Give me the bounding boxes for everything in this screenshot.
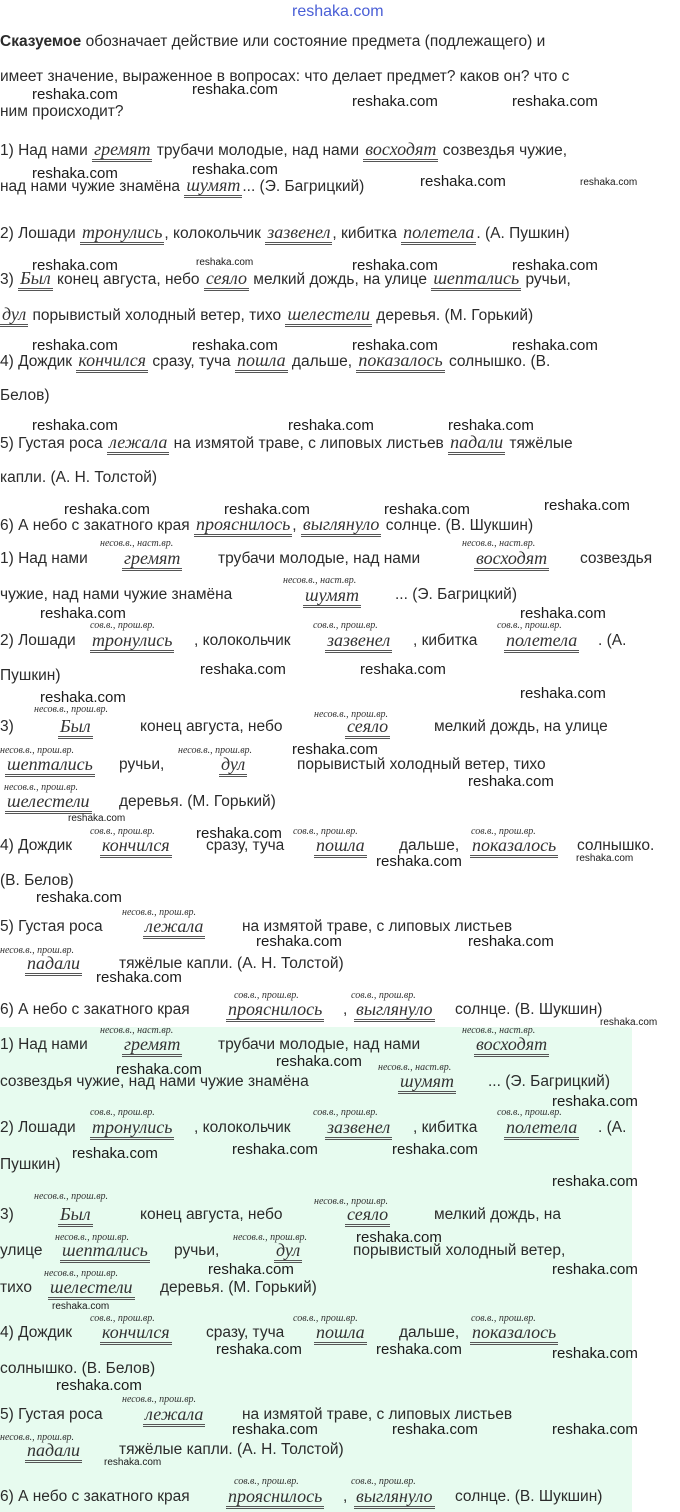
predicate: падали (448, 432, 505, 455)
grammar-note: сов.в., прош.вр. (471, 826, 536, 837)
grammar-note: сов.в., прош.вр. (313, 1107, 378, 1118)
watermark: reshaka.com (352, 337, 438, 354)
s3-l3g: тихо (0, 1279, 32, 1296)
predicate: выглянуло (354, 1486, 435, 1509)
grammar-note: несов.в., наст.вр. (462, 538, 536, 549)
watermark: reshaka.com (392, 1141, 478, 1158)
s2-l2b: , колокольчик (194, 632, 291, 649)
watermark: reshaka.com (52, 1301, 110, 1312)
intro-line-1: Сказуемое обозначает действие или состояние предмета (подлежащего) и (0, 33, 546, 50)
grammar-note: несов.в., прош.вр. (314, 709, 389, 720)
predicate: восходят (474, 548, 549, 571)
watermark: reshaka.com (192, 337, 278, 354)
watermark: reshaka.com (104, 1457, 162, 1468)
grammar-note: несов.в., прош.вр. (4, 782, 79, 793)
watermark: reshaka.com (552, 1261, 638, 1278)
s3-l4a: 4) Дождик (0, 1324, 73, 1341)
s3-l2e: Пушкин) (0, 1156, 61, 1173)
s2-l3d: ручьи, (119, 756, 165, 773)
predicate: кончился (100, 835, 172, 858)
predicate: лежала (143, 1404, 205, 1427)
term-bold: Сказуемое (0, 33, 82, 50)
predicate: пошла (235, 350, 288, 373)
watermark: reshaka.com (468, 933, 554, 950)
predicate: кончился (76, 350, 148, 373)
grammar-note: несов.в., прош.вр. (55, 1232, 130, 1243)
s2-l1a: 1) Над нами (0, 550, 88, 567)
predicate: шумят (184, 175, 242, 198)
grammar-note: несов.в., прош.вр. (34, 704, 109, 715)
watermark: reshaka.com (376, 853, 462, 870)
predicate: шелестели (5, 791, 92, 814)
watermark: reshaka.com (276, 1053, 362, 1070)
s3-l1b: трубачи молодые, над нами (218, 1036, 421, 1053)
predicate: показалось (470, 1322, 558, 1345)
predicate: дул (0, 304, 28, 327)
grammar-note: несов.в., наст.вр. (100, 538, 174, 549)
s3-l3c: мелкий дождь, на (434, 1206, 561, 1223)
s2-l2c: , кибитка (413, 632, 478, 649)
watermark: reshaka.com (468, 773, 554, 790)
s2-l3f: деревья. (М. Горький) (119, 793, 276, 810)
s3-l2a: 2) Лошади (0, 1119, 76, 1136)
watermark: reshaka.com (216, 1341, 302, 1358)
intro-line-2: имеет значение, выраженное в вопросах: что делает предмет? каков он? что с (0, 68, 570, 85)
s2-l4e: (В. Белов) (0, 872, 74, 889)
watermark: reshaka.com (356, 1229, 442, 1246)
s1-sentence-3-line-2: дул порывистый холодный ветер, тихо шелестели деревья. (М. Горький) (0, 304, 533, 325)
watermark: reshaka.com (420, 173, 506, 190)
grammar-note: сов.в., прош.вр. (471, 1313, 536, 1324)
watermark: reshaka.com (196, 825, 282, 842)
s3-l4c: дальше, (399, 1324, 460, 1341)
grammar-note: несов.в., прош.вр. (178, 745, 253, 756)
predicate: показалось (470, 835, 558, 858)
watermark: reshaka.com (72, 1145, 158, 1162)
watermark: reshaka.com (40, 689, 126, 706)
s1-sentence-1-line-1: 1) Над нами гремят трубачи молодые, над нами восходят созвездья чужие, (0, 139, 567, 160)
predicate: гремят (92, 139, 152, 162)
s3-l5c: тяжёлые капли. (А. Н. Толстой) (119, 1441, 344, 1458)
watermark: reshaka.com (288, 417, 374, 434)
watermark: reshaka.com (36, 889, 122, 906)
watermark: reshaka.com (32, 165, 118, 182)
watermark: reshaka.com (448, 417, 534, 434)
grammar-note: сов.в., прош.вр. (497, 1107, 562, 1118)
s3-l3h: деревья. (М. Горький) (160, 1279, 317, 1296)
watermark: reshaka.com (576, 853, 634, 864)
grammar-note: несов.в., прош.вр. (122, 1394, 197, 1405)
grammar-note: несов.в., наст.вр. (378, 1062, 452, 1073)
s1-sentence-4-line-1: 4) Дождик кончился сразу, туча пошла дальше, показалось солнышко. (В. (0, 350, 550, 371)
watermark: reshaka.com (360, 661, 446, 678)
watermark: reshaka.com (192, 161, 278, 178)
watermark: reshaka.com (192, 81, 278, 98)
predicate: Был (58, 716, 93, 739)
watermark: reshaka.com (392, 1421, 478, 1438)
watermark: reshaka.com (208, 1261, 294, 1278)
predicate: прояснилось (226, 999, 324, 1022)
grammar-note: сов.в., прош.вр. (497, 620, 562, 631)
s3-l5a: 5) Густая роса (0, 1406, 103, 1423)
s2-l4b: сразу, туча (206, 837, 285, 854)
predicate: лежала (107, 432, 169, 455)
grammar-note: несов.в., прош.вр. (0, 745, 75, 756)
grammar-note: сов.в., прош.вр. (90, 1313, 155, 1324)
s1-sentence-4-line-2: Белов) (0, 387, 50, 404)
watermark: reshaka.com (56, 1377, 142, 1394)
watermark: reshaka.com (600, 1017, 658, 1028)
watermark: reshaka.com (512, 337, 598, 354)
grammar-note: сов.в., прош.вр. (293, 1313, 358, 1324)
watermark: reshaka.com (64, 501, 150, 518)
s3-l6b: , (343, 1488, 348, 1505)
watermark: reshaka.com (512, 93, 598, 110)
watermark: reshaka.com (552, 1421, 638, 1438)
s3-l5b: на измятой траве, с липовых листьев (242, 1406, 513, 1423)
s2-l6a: 6) А небо с закатного края (0, 1001, 190, 1018)
s2-l2d: . (А. (598, 632, 627, 649)
grammar-note: сов.в., прош.вр. (351, 1476, 416, 1487)
watermark: reshaka.com (232, 1141, 318, 1158)
predicate: полетела (401, 222, 476, 245)
watermark: reshaka.com (96, 969, 182, 986)
s1-sentence-2: 2) Лошади тронулись , колокольчик зазвенел , кибитка полетела . (А. Пушкин) (0, 222, 570, 243)
predicate: гремят (122, 548, 182, 571)
predicate: тронулись (90, 1117, 174, 1140)
s3-l3e: ручьи, (174, 1242, 220, 1259)
watermark: reshaka.com (552, 1345, 638, 1362)
s2-l1c: созвездья (580, 550, 653, 567)
watermark: reshaka.com (232, 1421, 318, 1438)
grammar-note: несов.в., наст.вр. (462, 1025, 536, 1036)
s2-l4c: дальше, (399, 837, 460, 854)
s3-l2c: , кибитка (413, 1119, 478, 1136)
s2-l6b: , (343, 1001, 348, 1018)
grammar-note: несов.в., прош.вр. (314, 1196, 389, 1207)
s3-l3a: 3) (0, 1206, 14, 1223)
grammar-note: несов.в., прош.вр. (0, 1432, 75, 1443)
predicate: сеяло (345, 1204, 390, 1227)
watermark: reshaka.com (32, 337, 118, 354)
predicate: Был (58, 1204, 93, 1227)
predicate: тронулись (80, 222, 164, 245)
grammar-note: сов.в., прош.вр. (313, 620, 378, 631)
predicate: зазвенел (325, 630, 392, 653)
predicate: пошла (314, 1322, 367, 1345)
predicate: полетела (504, 1117, 579, 1140)
s3-l6a: 6) А небо с закатного края (0, 1488, 190, 1505)
s2-l5c: тяжёлые капли. (А. Н. Толстой) (119, 955, 344, 972)
predicate: лежала (143, 916, 205, 939)
s2-l4d: солнышко. (577, 837, 655, 854)
predicate: шелестели (285, 304, 372, 327)
predicate: дул (274, 1240, 302, 1263)
grammar-note: несов.в., прош.вр. (0, 945, 75, 956)
watermark: reshaka.com (224, 501, 310, 518)
predicate: шептались (60, 1240, 150, 1263)
s2-l1b: трубачи молодые, над нами (218, 550, 421, 567)
s1-sentence-5-line-2: капли. (А. Н. Толстой) (0, 469, 158, 486)
watermark: reshaka.com (256, 933, 342, 950)
s3-l4b: сразу, туча (206, 1324, 285, 1341)
predicate: Был (18, 268, 53, 291)
s1-sentence-3-line-1: 3) Был конец августа, небо сеяло мелкий дождь, на улице шептались ручьи, (0, 268, 571, 289)
predicate: шелестели (48, 1277, 135, 1300)
predicate: сеяло (204, 268, 249, 291)
watermark: reshaka.com (292, 741, 378, 758)
predicate: падали (25, 953, 82, 976)
watermark: reshaka.com (32, 417, 118, 434)
predicate: дул (219, 754, 247, 777)
grammar-note: несов.в., прош.вр. (122, 907, 197, 918)
grammar-note: сов.в., прош.вр. (234, 1476, 299, 1487)
predicate: тронулись (90, 630, 174, 653)
watermark: reshaka.com (512, 257, 598, 274)
s1-sentence-1-line-2: над нами чужие знамёна шумят ... (Э. Багрицкий) (0, 175, 364, 196)
watermark: reshaka.com (32, 86, 118, 103)
grammar-note: сов.в., прош.вр. (90, 1107, 155, 1118)
predicate: прояснилось (194, 514, 292, 537)
s2-l5b: на измятой траве, с липовых листьев (242, 918, 513, 935)
predicate: гремят (122, 1034, 182, 1057)
watermark: reshaka.com (68, 813, 126, 824)
watermark: reshaka.com (580, 177, 638, 188)
predicate: полетела (504, 630, 579, 653)
s3-l2b: , колокольчик (194, 1119, 291, 1136)
predicate: пошла (314, 835, 367, 858)
predicate: зазвенел (325, 1117, 392, 1140)
s3-l1c: созвездья чужие, над нами чужие знамёна (0, 1073, 309, 1090)
predicate: зазвенел (265, 222, 332, 245)
predicate: шептались (431, 268, 521, 291)
predicate: шумят (303, 585, 361, 608)
predicate: шумят (398, 1071, 456, 1094)
watermark: reshaka.com (552, 1093, 638, 1110)
predicate: показалось (356, 350, 444, 373)
s2-l3a: 3) (0, 718, 14, 735)
s3-l4d: солнышко. (В. Белов) (0, 1360, 156, 1377)
predicate: кончился (100, 1322, 172, 1345)
s2-l5a: 5) Густая роса (0, 918, 103, 935)
watermark: reshaka.com (352, 257, 438, 274)
grammar-note: несов.в., прош.вр. (34, 1191, 109, 1202)
watermark: reshaka.com (520, 685, 606, 702)
watermark: reshaka.com (292, 3, 384, 20)
watermark: reshaka.com (520, 605, 606, 622)
watermark: reshaka.com (352, 93, 438, 110)
predicate: сеяло (345, 716, 390, 739)
s2-l4a: 4) Дождик (0, 837, 73, 854)
s2-l3c: мелкий дождь, на улице (434, 718, 608, 735)
watermark: reshaka.com (116, 1061, 202, 1078)
grammar-note: сов.в., прош.вр. (90, 620, 155, 631)
s2-l2a: 2) Лошади (0, 632, 76, 649)
s3-l3f: порывистый холодный ветер, (353, 1242, 566, 1259)
watermark: reshaka.com (552, 1173, 638, 1190)
watermark: reshaka.com (544, 497, 630, 514)
s3-l1a: 1) Над нами (0, 1036, 88, 1053)
watermark: reshaka.com (376, 1341, 462, 1358)
s2-l2e: Пушкин) (0, 667, 61, 684)
watermark: reshaka.com (32, 257, 118, 274)
predicate: выглянуло (354, 999, 435, 1022)
grammar-note: несов.в., прош.вр. (44, 1268, 119, 1279)
s2-l3e: порывистый холодный ветер, тихо (297, 756, 546, 773)
watermark: reshaka.com (40, 605, 126, 622)
s1-sentence-6: 6) А небо с закатного края прояснилось , выглянуло солнце. (В. Шукшин) (0, 514, 533, 535)
s3-l3b: конец августа, небо (140, 1206, 283, 1223)
grammar-note: несов.в., наст.вр. (283, 575, 357, 586)
s2-l1d: чужие, над нами чужие знамёна (0, 586, 233, 603)
watermark: reshaka.com (384, 501, 470, 518)
grammar-note: сов.в., прош.вр. (293, 826, 358, 837)
predicate: прояснилось (226, 1486, 324, 1509)
grammar-note: сов.в., прош.вр. (90, 826, 155, 837)
s3-l3d: улице (0, 1242, 43, 1259)
predicate: восходят (474, 1034, 549, 1057)
grammar-note: сов.в., прош.вр. (234, 990, 299, 1001)
predicate: восходят (363, 139, 438, 162)
s1-sentence-5-line-1: 5) Густая роса лежала на измятой траве, с липовых листьев падали тяжёлые (0, 432, 573, 453)
predicate: шептались (5, 754, 95, 777)
s2-l1e: ... (Э. Багрицкий) (395, 586, 518, 603)
watermark: reshaka.com (196, 257, 254, 268)
s2-l6c: солнце. (В. Шукшин) (455, 1001, 603, 1018)
s2-l3b: конец августа, небо (140, 718, 283, 735)
s3-l1d: ... (Э. Багрицкий) (488, 1073, 611, 1090)
grammar-note: сов.в., прош.вр. (351, 990, 416, 1001)
watermark: reshaka.com (200, 661, 286, 678)
s3-l2d: . (А. (598, 1119, 627, 1136)
predicate: падали (25, 1440, 82, 1463)
grammar-note: несов.в., прош.вр. (233, 1232, 308, 1243)
predicate: выглянуло (301, 514, 382, 537)
grammar-note: несов.в., наст.вр. (100, 1025, 174, 1036)
s3-l6c: солнце. (В. Шукшин) (455, 1488, 603, 1505)
intro-line-3: ним происходит? (0, 103, 124, 120)
